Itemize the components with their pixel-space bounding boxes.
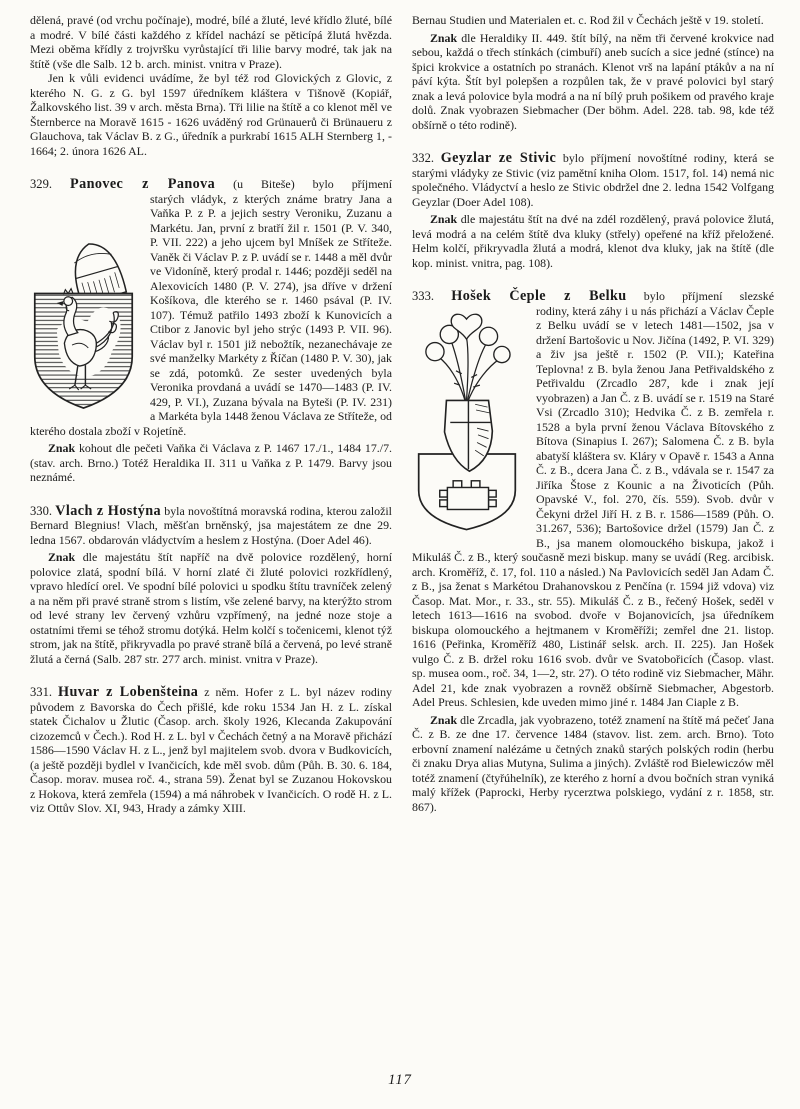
entry-331-body xyxy=(30,685,392,816)
entry-329-heading xyxy=(30,177,392,192)
blazon-text: dle Zrcadla, jak vyobrazeno, totéž znamení na štítě má pečeť Jana Č. z B. ze dne 17. července 1484 (stavov. list. zem. arch. Brno). Toto erbovní znamení nalézáme u četných znaků starých polských rodin (herbu či znaku Drya alias Mutyna, Sulima a jiných). Zvláště rod Bielewiczów měl totéž znamení (čtyřúhelník), ze kterého z horní a dvou bočních stran vyniká malý křížek (Paprocki, Herby rycerztwa polskiego, vydání z r. 1858, str. 867). xyxy=(412,712,774,814)
helm-plumes-shield-illustration xyxy=(412,304,536,542)
entry-family-name: Hošek Čeple z Belku xyxy=(451,288,627,304)
page-number: 117 xyxy=(388,1072,412,1088)
entry-333-heading xyxy=(412,289,774,304)
entry-329-body-wrap xyxy=(30,192,392,485)
entry-number: 330. xyxy=(30,503,53,518)
continuation-paragraph: dělená, pravé (od vrchu počínaje), modré, bílé a žluté, levé křídlo žluté, bílé a modré. V bílé části každého z křídel nachází se pěticípá žlutá hvězda. Mezi oběma křídly z trojvršku vyrůstající tři lilie barvy modré, tak jak na štítě (vše dle Salb. 12 b. arch. minist. vnitra v Praze). xyxy=(30,13,392,71)
entry-family-name: Huvar z Lobenšteina xyxy=(58,684,199,700)
entry-heading-rest: (u Biteše) bylo příjmení xyxy=(233,177,392,191)
blazon-label: Znak xyxy=(48,441,76,455)
entry-text: byla novoštítná moravská rodina, kterou založil Bernard Blegnius! Vlach, měšťan brněnský, jsa majestátem ze dne 29. ledna 1567. obdarován vládyctvím a heslem z Hostýna. (Doer Adel 46). xyxy=(30,503,392,547)
entry-331-huvar xyxy=(30,685,392,816)
left-column xyxy=(30,13,392,816)
entry-family-name: Panovec z Panova xyxy=(70,176,216,192)
paragraph-glovicti: Jen k vůli evidenci uvádíme, že byl též rod Glovických z Glovic, z kterého N. G. z G. byl 1597 úředníkem kláštera v Tišnově (Kopiář, Žalkovského list. 39 v arch. města Brna). Tři lilie na štítě a co klenot měl ve Šternberce na Moravě 1615 - 1626 uváděný rod Grünauerů či Brünaueru z Glauchova, tak Václav B. z G., úředník a purkrabí 1615 ALH Sternberg 1, - 1664; 2. února 1626 AL. xyxy=(30,71,392,158)
entry-333-blazon xyxy=(412,713,774,815)
entry-332-geyzlar xyxy=(412,151,774,270)
entry-330-blazon xyxy=(30,550,392,666)
entry-number: 333. xyxy=(412,289,435,303)
entry-number: 331. xyxy=(30,685,53,699)
entry-heading-rest: bylo příjmení slezské xyxy=(643,289,775,303)
blazon-text: dle majestátu štít na dvé na zdél rozdělený, pravá polovice žlutá, levá modrá a na celém štítě dva kluky (střely) opeřené na kříž přeložené. Helm kolčí, přikryvadla žlutá a modrá, klenot dva kluky, jak na štítě (dle kop. minist. vnitra, pag. 108). xyxy=(412,212,774,270)
blazon-label: Znak xyxy=(48,550,76,564)
entry-333-body-wrap xyxy=(412,304,774,815)
entry-number: 329. xyxy=(30,177,53,191)
entry-329-blazon xyxy=(30,441,392,485)
entry-330-body xyxy=(30,504,392,548)
rooster-shield-illustration xyxy=(30,192,150,420)
entry-330-vlach xyxy=(30,504,392,667)
right-column xyxy=(412,13,774,816)
shield-rooster-icon xyxy=(30,230,137,420)
huvar-blazon-paragraph xyxy=(412,31,774,133)
entry-333-hosek xyxy=(412,289,774,814)
entry-332-blazon xyxy=(412,212,774,270)
blazon-text: dle majestátu štít napříč na dvě polovice rozdělený, horní polovice zlatá, spodní bílá. V horní zlaté či žluté polovici rozkřídlený, vpravo hledící orel. Ve spodní bílé polovici u spodku štítu travníček zelený a na něm při pravé straně strom s listím, vše zelené barvy, na kterýžto strom od levé strany lev červený vzhůru vzpřímený, na jedné noze stoje a ostatními třemi se téhož stromu dotýká. Helm kolčí s točenicemi, klenot týž strom, jak na štítě, přikryvadla po pravé straně bílá a červená, po levé straně žlutá a černá (Salb. 287 str. 277 arch. minist. vnitra v Praze). xyxy=(30,550,392,666)
blazon-label: Znak xyxy=(430,30,458,45)
entry-333-body: rodiny, která záhy i u nás přichází a Václav Čeple z Belku uvádí se v letech 1481—1502, jsa v držení Bartošovic u Nov. Jičína (1492, P. VI. 329) a živ jsa ještě r. 1502 (P. VII.); Kateřina Teplovna! z B. byla ženou Jana Petřivaldského z Petřivaldu (Zrcadlo 287, kde i znak její vyobrazen) a Jan Č. z B. uvádí se r. 1519 na Staré Vsi (Zrcadlo 310); Hedvika Č. z B. zemřela r. 1528 a byla první ženou Václava Bítovského z Bítova (Sinapius I. 267); Salomena Č. z B. byla abatyší kláštera sv. Kláry v Opavě r. 1543 a Anna Č. z B., dcera Jana Č. z B., vdávala se r. 1547 za Jiříka Štose z Kounic a na Životicích (Půh. Opavské V., fol. 270, čís. 559). Svob. dvůr v Čekyni držel Jiří H. z B. r. 1586—1589 (Půh. O. 31.267, 536); Bartošovice držel (1579) Jan Č. z B., jsa manem olomouckého biskupa, jakož i Mikuláš Č. z B., který současně mezi biskup. many se uvádí (Reg. arcibisk. arch. Kroměříž, č. 17, fol. 110 a násled.) Na Pavlovicích seděl Jan Adam Č. z B., jsa ženat s Markétou Drahanovskou z Penčína (r. 1594 již vdova) viz Časop. Mat. Mor., r. 33., str. 55). Mikuláš Č. z B., řečený Hošek, seděl v letech 1613—1616 na svobod. dvoře v Bojanovicích, jsa úředníkem biskupa olomouckého a hejtmanem v Kroměříži; zemřel dne 21. listop. 1616 (Peřinka, Kroměříž 480, Listinář selsk. arch. II. 225). Jan Hošek vulgo Č. z B. držel roku 1616 svob. dvůr ve Svatobořicích (Časop. vlast. sp. musea oom., roč. 34, 1—2, str. 27). O této rodině viz Siebmacher, Mähr. Adel 21, kde znak vyobrazen a rovněž obšírně Siebmacher, Abgestorb. Adel Preus. Schlesien, kde uveden mimo jiné r. 1484 Jan Ciaple z B. xyxy=(412,303,774,709)
continuation-paragraph: Bernau Studien und Materialen et. c. Rod žil v Čechách ještě v 19. století. xyxy=(412,13,764,27)
entry-text: z něm. Hofer z L. byl název rodiny původem z Bavorska do Čech přišlé, kde roku 1534 Jan H. z L. získal statek Čichalov u Žlutic (Časop. arch. školy 1926, Klecanda Zakupování cizozemců v Čech.). Rod H. z L. byl v Čechách četný a na Moravě přichází 1586—1590 Václav H. z L., jenž byl majitelem svob. dvora v Budkovicích, (a ještě později bydlel v Ivančicích, kde měl svob. dům (Půh. B. 30. 6. 184, Časop. morav. musea roč. 4., strana 59). Ženat byl se Zuzanou Hokovskou z Hokova, která zemřela (1594) a má náhrobek v Ivančicích. O rodě H. z L. viz Ottův Slov. XI, 943, Hrady a zámky XIII. xyxy=(30,685,392,815)
blazon-text: kohout dle pečeti Vaňka či Václava z P. 1467 17./1., 1484 17./7. (stav. arch. Brno.) Totéž Heraldika II. 311 u Vaňka z P. 1479. Barvy jsou neznámé. xyxy=(30,441,392,484)
blazon-label: Znak xyxy=(430,712,458,727)
entry-329-panovec xyxy=(30,177,392,485)
entry-text: bylo příjmení novoštítné rodiny, která se starými vládyky ze Stivic (viz pamětní kniha Olom. 1517, fol. 14) nemá nic společného. Vládyctví a heslo ze Stivic obdržel dne 2. ledna 1542 Volfgang Geyzlar (Doer Adel 108). xyxy=(412,151,774,209)
entry-number: 332. xyxy=(412,151,435,165)
entry-329-body: starých vládyk, z kterých známe bratry Jana a Vaňka P. z P. a jejich sestry Veroniku, Zuzanu a Markétu. Jan, první z bratří žil r. 1501 (P. V. 340, P. VII. 222) a jeho ujcem byl Mníšek ze Stříteže. Vaněk či Václav P. z P. uvádí se r. 1448 a měl dvůr ve Vidoníně, který prodal r. 1446; později seděl na Alexovicích 1480 (P. V. 274), jsa dříve v držení Košíkova, dle kterého se r. 1460 psával (P. IV. 107). Témuž patřilo 1493 zboží k Kunovicích a Ctibor z Janovic byl jeho strýc (1493 P. VII. 96). Václav byl r. 1501 již nebožtík, nezanechávaje ze své manželky Markéty z Říčan (1480 P. V. 30), jak se zdá, potomků. Ze sester uvedených byla Veronika provdaná a uvádí se 1470—1483 (P. IV. 429, P. VI.), Zuzana bývala na Byteši (P. IV. 231) a Markéta byla 1448 ženou Václava ze Stříteže, od kterého dostala zboží v Rojetíně. xyxy=(30,191,392,438)
blazon-text: dle Heraldiky II. 449. štít bílý, na něm tři červené krokvice nad sebou, každá o třech stínkách (cimbuří) aneb sucích a sice jedné (stínce) na špici krokvice a ostatních po stranách. Klenot vrš na lapání ptákův a na ní páví kýta. Štít byl polepšen a rozpůlen tak, že v pravé polovici byl starý znak a levá polovice byla modrá a na ní bílý pruh pošikem od pravého kraje dolů. Znak vyobrazen Siebmacher (Der böhm. Adel. 228. tab. 98, kde též obšírně o této rodině). xyxy=(412,30,774,132)
entry-family-name: Geyzlar ze Stivic xyxy=(440,150,557,166)
blazon-label: Znak xyxy=(430,212,458,226)
entry-332-body xyxy=(412,151,774,209)
entry-family-name: Vlach z Hostýna xyxy=(55,502,162,519)
shield-helm-plumes-icon xyxy=(412,306,522,536)
